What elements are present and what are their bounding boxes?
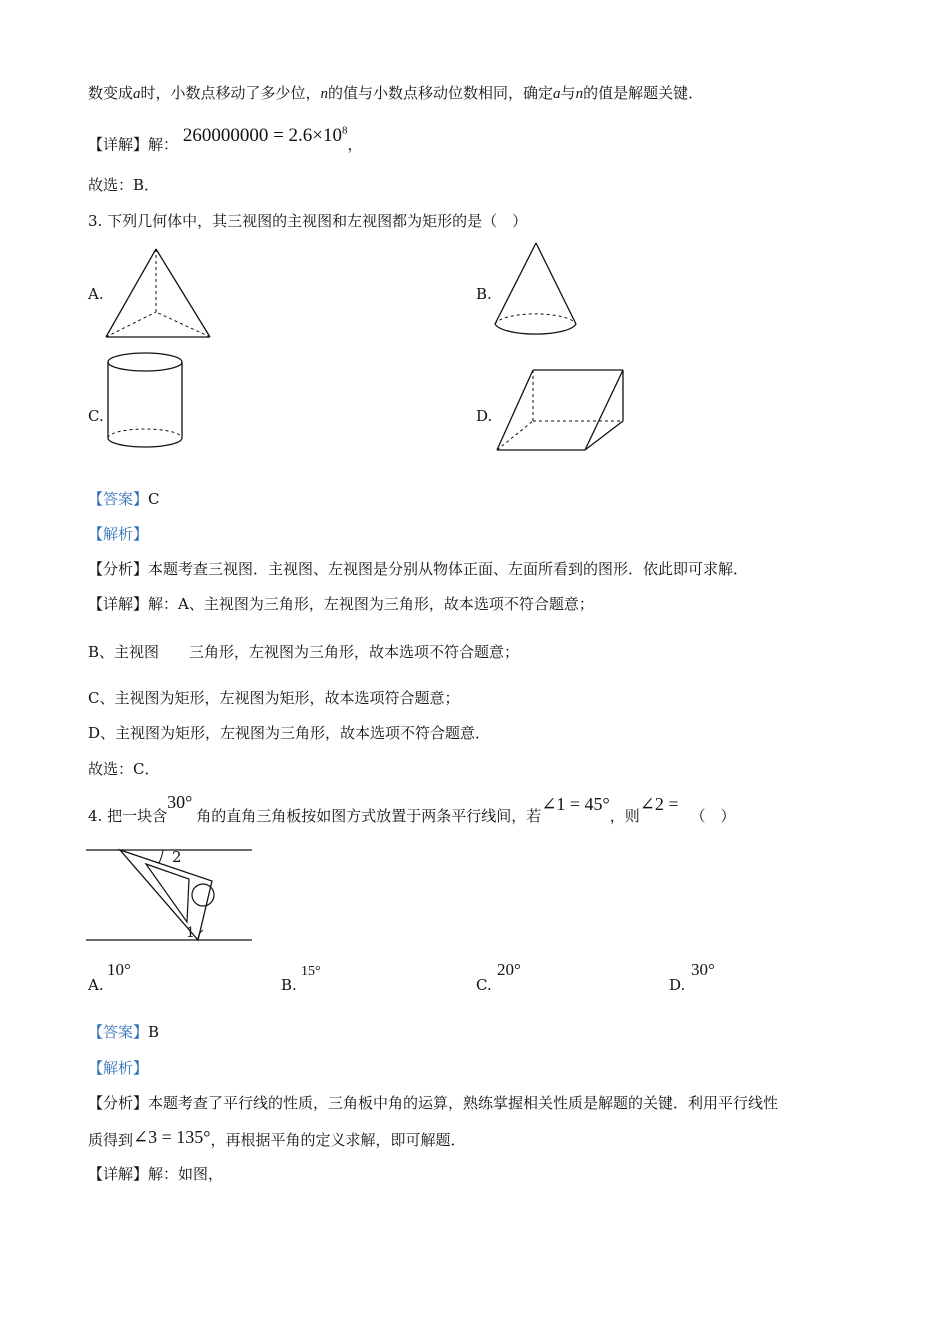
q3-detail-2: [88, 642, 519, 662]
q3-fenxi: [88, 559, 748, 579]
fenxi-tag: 【分析】: [88, 560, 149, 578]
q3-detail-1: [88, 594, 594, 614]
answer-value: B: [148, 1023, 160, 1041]
formula-base: 260000000 = 2.6×10: [182, 125, 342, 147]
angle-2-label: 2: [172, 848, 182, 866]
detail-text: 解：A、主视图为三角形，左视图为三角形，故本选项不符合题意；: [148, 595, 594, 613]
answer-tag: 【答案】: [88, 490, 149, 508]
q4-fenxi-2: [88, 1129, 465, 1150]
q4-answer: [88, 1022, 159, 1042]
q4-option-a-label: A.: [88, 976, 104, 994]
q3-stem: 3. 下列几何体中，其三视图的主视图和左视图都为矩形的是（ ）: [88, 212, 528, 230]
q4-fenxi-1: [88, 1093, 778, 1113]
fenxi-formula: ∠3 = 135°: [133, 1127, 211, 1147]
angle-1-label: 1: [186, 925, 195, 941]
q2-detail: [88, 125, 363, 154]
triangle-ruler-figure: [86, 842, 254, 946]
fenxi-tag: 【分析】: [88, 1094, 149, 1112]
q3-choice: 故选：C．: [88, 760, 160, 778]
q4-ask: ∠2 =: [639, 794, 679, 814]
cylinder-figure: [104, 350, 186, 454]
intro-text-3: 的值与小数点移动位数相同，确定: [328, 84, 554, 102]
q3-analysis-tag: 【解析】: [88, 525, 149, 543]
fenxi-text-2b: ，再根据平角的定义求解，即可解题．: [210, 1131, 466, 1149]
q4-analysis-tag: 【解析】: [88, 1059, 149, 1077]
q4-option-d-label: D.: [669, 976, 686, 994]
var-a-2: a: [553, 86, 561, 102]
answer-tag: 【答案】: [88, 1023, 149, 1041]
fenxi-text-2a: 质得到: [88, 1131, 134, 1149]
q2-formula: [183, 125, 348, 146]
detail-text: 解：如图，: [148, 1165, 224, 1183]
prism-figure: [492, 366, 628, 454]
q4-stem-text-3: ，则: [609, 807, 640, 825]
q3-option-a-label: A.: [88, 285, 104, 303]
q4-angle-30: 30°: [167, 792, 193, 812]
q3-option-c-label: C.: [88, 407, 104, 425]
fenxi-text: 本题考查了平行线的性质，三角板中角的运算，熟练掌握相关性质是解题的关键．利用平行线性: [148, 1094, 779, 1112]
formula-exponent: 8: [342, 125, 348, 137]
q4-stem-text-4: （ ）: [690, 807, 736, 825]
detail-text-b-2: 三角形，左视图为三角形，故本选项不符合题意；: [189, 643, 520, 661]
fenxi-text: 本题考查三视图．主视图、左视图是分别从物体正面、左面所看到的图形．依此即可求解．: [148, 560, 749, 578]
q3-detail-3: C、主视图为矩形，左视图为矩形，故本选项符合题意；: [88, 689, 460, 707]
pyramid-figure: [100, 244, 216, 342]
detail-tag: 【详解】: [88, 1165, 149, 1183]
var-n: n: [320, 86, 329, 102]
intro-text-5: 的值是解题关键．: [583, 84, 704, 102]
var-n-2: n: [575, 86, 584, 102]
intro-text-4: 与: [560, 84, 576, 102]
q4-stem-text-1: 4. 把一块含: [88, 807, 168, 825]
q3-answer: [88, 489, 160, 509]
q3-option-b-label: B.: [476, 285, 492, 303]
answer-value: C: [148, 490, 160, 508]
q4-option-a-value: 10°: [107, 960, 131, 979]
formula-tail: ，: [347, 135, 363, 154]
q4-option-c-value: 20°: [497, 960, 521, 979]
q4-option-c-label: C.: [476, 976, 492, 994]
var-a: a: [133, 86, 141, 102]
detail-tag: 【详解】: [88, 135, 149, 154]
detail-text: 解：: [148, 135, 179, 154]
detail-tag: 【详解】: [88, 595, 149, 613]
q4-detail: [88, 1164, 223, 1184]
q4-given-angle: ∠1 = 45°: [541, 794, 610, 814]
intro-line: [88, 83, 703, 104]
cone-figure: [490, 240, 582, 340]
q3-detail-4: D、主视图为矩形，左视图为三角形，故本选项不符合题意．: [88, 724, 491, 742]
q4-option-b-value: 15°: [301, 964, 321, 979]
detail-text-b-1: B、主视图: [88, 643, 160, 661]
q3-option-d-label: D.: [476, 407, 493, 425]
q4-option-d-value: 30°: [691, 960, 715, 979]
intro-text-1: 数变成: [88, 84, 134, 102]
q2-choice: 故选：B．: [88, 176, 160, 194]
q4-stem: [88, 792, 736, 826]
q4-stem-text-2: 角的直角三角板按如图方式放置于两条平行线间，若: [196, 807, 542, 825]
intro-text-2: 时，小数点移动了多少位，: [140, 84, 321, 102]
q4-option-b-label: B.: [281, 976, 297, 994]
